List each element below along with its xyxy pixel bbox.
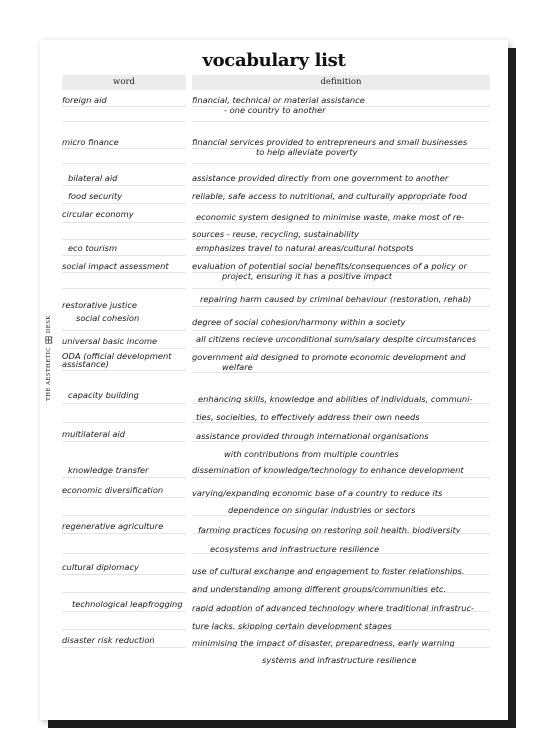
definition-text: financial, technical or material assistance - one country to another [192,95,365,115]
vocabulary-sheet [40,40,508,720]
definition-column-header: definition [192,75,490,90]
table-row [40,188,508,206]
term-text: circular economy [62,209,134,219]
definition-text: government aid designed to promote economic development and welfare [192,352,466,372]
term-text: restorative justice [62,300,137,310]
definition-text: economic system designed to minimise waste, make most of re- sources - reuse, recycling, sustainability [192,212,465,239]
definition-text: emphasizes travel to natural areas/cultural hotspots [196,243,414,253]
vocabulary-table [40,92,508,666]
term-text: regenerative agriculture [62,521,164,531]
table-row [40,294,508,314]
table-row [40,134,508,170]
definition-text: rapid adoption of advanced technology where traditional infrastruc- ture lacks, skipping certain development stages [192,603,475,631]
table-row [40,258,508,298]
table-row [40,333,508,350]
table-row [40,518,508,558]
table-row [40,426,508,462]
table-row [40,170,508,188]
word-column-header: word [62,75,186,90]
definition-text: repairing harm caused by criminal behaviour (restoration, rehab) [200,294,472,304]
table-row [40,558,508,596]
term-text: technological leapfrogging [72,599,183,609]
term-text: universal basic income [62,336,158,346]
brand-label-right: DESK [46,315,52,334]
table-row [40,632,508,666]
definition-text: evaluation of potential social benefits/consequences of a policy or project, ensuring it has a positive impact [192,261,467,281]
term-text: capacity building [68,390,139,400]
term-text: food security [68,191,123,201]
definition-text: all citizens recieve unconditional sum/salary despite circumstances [196,334,477,344]
definition-text: reliable, safe access to nutritional, and culturally appropriate food [192,191,467,201]
term-text: foreign aid [62,95,107,105]
table-row [40,350,508,386]
definition-text: use of cultural exchange and engagement to foster relationships, and understanding among different groups/communities etc. [192,566,465,594]
table-row [40,462,508,482]
term-text: disaster risk reduction [62,635,155,645]
brand-label-left: THE AESTHETIC [46,347,52,401]
term-text: cultural diplomacy [62,562,139,572]
definition-text: farming practices focusing on restoring soil health, biodiversity ecosystems and infrastructure resilience [198,525,461,554]
term-text: micro finance [62,137,119,147]
definition-text: varying/expanding economic base of a country to reduce its dependence on singular industries or sectors [192,488,443,515]
table-row [40,596,508,632]
term-text: social cohesion [76,313,140,323]
term-text: bilateral aid [68,173,118,183]
definition-text: enhancing skills, knowledge and abilities of individuals, communi- ties, socieities, to effectively address their own needs [196,394,473,422]
table-row [40,240,508,258]
table-row [40,482,508,518]
table-row [40,206,508,240]
definition-text: minimising the impact of disaster, preparedness, early warning systems and infrastructure resilience [192,638,455,665]
table-row [40,386,508,426]
definition-text: financial services provided to entrepreneurs and small businesses to help alleviate poverty [192,137,468,157]
definition-text: degree of social cohesion/harmony within a society [192,317,406,327]
definition-text: assistance provided directly from one government to another [192,173,449,183]
term-text: multilateral aid [62,429,126,439]
term-text: eco tourism [68,243,118,253]
term-text: economic diversification [62,485,164,495]
term-text: ODA (official development assistance) [62,351,172,369]
definition-text: assistance provided through international organisations with contributions from multiple countries [196,431,429,459]
term-text: social impact assessment [62,261,169,271]
table-row [40,92,508,134]
term-text: knowledge transfer [68,465,149,475]
table-row [40,314,508,333]
page-title: vocabulary list [202,50,346,71]
definition-text: dissemination of knowledge/technology to enhance development [192,465,464,475]
